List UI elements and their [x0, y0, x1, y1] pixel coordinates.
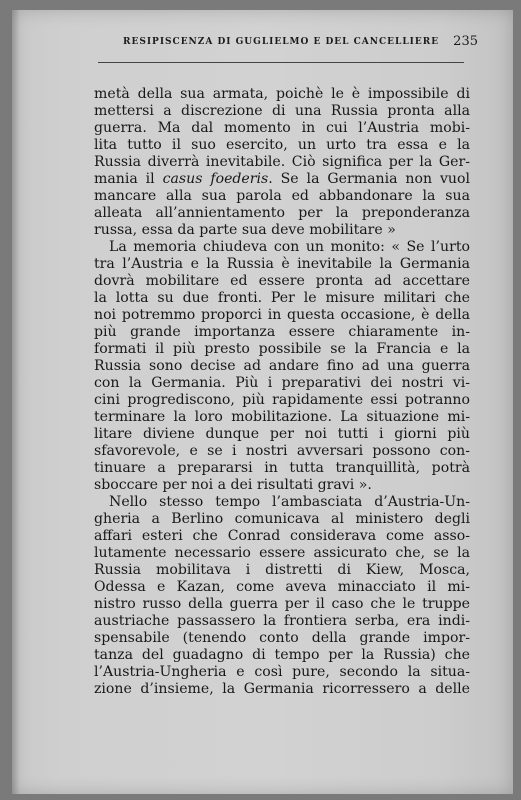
body-text: [94, 86, 470, 746]
text-line: tra l’Austria e la Russia è inevitabile la Germania: [94, 256, 470, 272]
text-line: lutamente necessario essere assicurato che, se la: [94, 545, 470, 561]
text-line: più grande importanza essere chiaramente in-: [94, 324, 470, 340]
text-line: guerra. Ma dal momento in cui l’Austria mobi-: [94, 120, 470, 136]
text-span: . Se la Germania non vuol: [268, 171, 470, 187]
page-edge-shadow: [12, 10, 20, 794]
text-line: lita tutto il suo esercito, un urto tra essa e la: [94, 137, 470, 153]
text-line: russa, essa da parte sua deve mobilitare »: [94, 222, 396, 238]
text-line: austriache passassero la frontiera serba, era indi-: [94, 613, 470, 629]
text-line: l’Austria-Ungheria e così pure, secondo la situa-: [94, 664, 470, 680]
text-line: Russia mobilitava i distretti di Kiew, Mosca,: [94, 562, 470, 578]
text-line: alleata all’annientamento per la preponderanza: [94, 205, 470, 221]
text-line: litare diviene dunque per noi tutti i giorni più: [94, 426, 470, 442]
text-line: mancare alla sua parola ed abbandonare la sua: [94, 188, 470, 204]
text-line: [94, 171, 470, 188]
text-line: La memoria chiudeva con un monito: « Se l’urto: [109, 239, 470, 255]
text-line: sboccare per noi a dei risultati gravi ».: [94, 477, 372, 493]
header-rule: [98, 62, 464, 63]
text-line: affari esteri che Conrad considerava come asso-: [94, 528, 470, 544]
text-line: Russia diverrà inevitabile. Ciò significa per la Ger-: [94, 154, 470, 170]
book-page: [12, 10, 513, 794]
text-line: noi potremmo proporci in questa occasione, è della: [94, 307, 470, 323]
text-line: Nello stesso tempo l’ambasciata d’Austria-Un-: [109, 494, 470, 510]
page-header: [123, 34, 478, 56]
text-line: dovrà mobilitare ed essere pronta ad accettare: [94, 273, 470, 289]
text-line: spensabile (tenendo conto della grande impor-: [94, 630, 470, 646]
text-line: metà della sua armata, poichè le è impossibile di: [94, 86, 470, 102]
text-line: Odessa e Kazan, come aveva minacciato il mi-: [94, 579, 470, 595]
text-span: mania il: [94, 171, 163, 187]
text-line: zione d’insieme, la Germania ricorressero a delle: [94, 681, 470, 697]
text-line: tanza del guadagno di tempo per la Russia) che: [94, 647, 470, 663]
text-line: sfavorevole, e se i nostri avversari possono con-: [94, 443, 470, 459]
text-line: cini progrediscono, più rapidamente essi potranno: [94, 392, 470, 408]
running-head: RESIPISCENZA DI GUGLIELMO E DEL CANCELLIERE: [123, 37, 440, 47]
text-line: gheria a Berlino comunicava al ministero degli: [94, 511, 470, 527]
text-line: con la Germania. Più i preparativi dei nostri vi-: [94, 375, 470, 391]
text-line: tinuare a prepararsi in tutta tranquillità, potrà: [94, 460, 470, 476]
italic-phrase: casus foederis: [162, 171, 269, 187]
text-line: nistro russo della guerra per il caso che le truppe: [94, 596, 470, 612]
text-line: mettersi a discrezione di una Russia pronta alla: [94, 103, 470, 119]
text-line: la lotta su due fronti. Per le misure militari che: [94, 290, 470, 306]
text-line: terminare la loro mobilitazione. La situazione mi-: [94, 409, 470, 425]
text-line: Russia sono decise ad andare fino ad una guerra: [94, 358, 470, 374]
page-number: 235: [453, 34, 478, 49]
text-line: formati il più presto possibile se la Francia e la: [94, 341, 470, 357]
